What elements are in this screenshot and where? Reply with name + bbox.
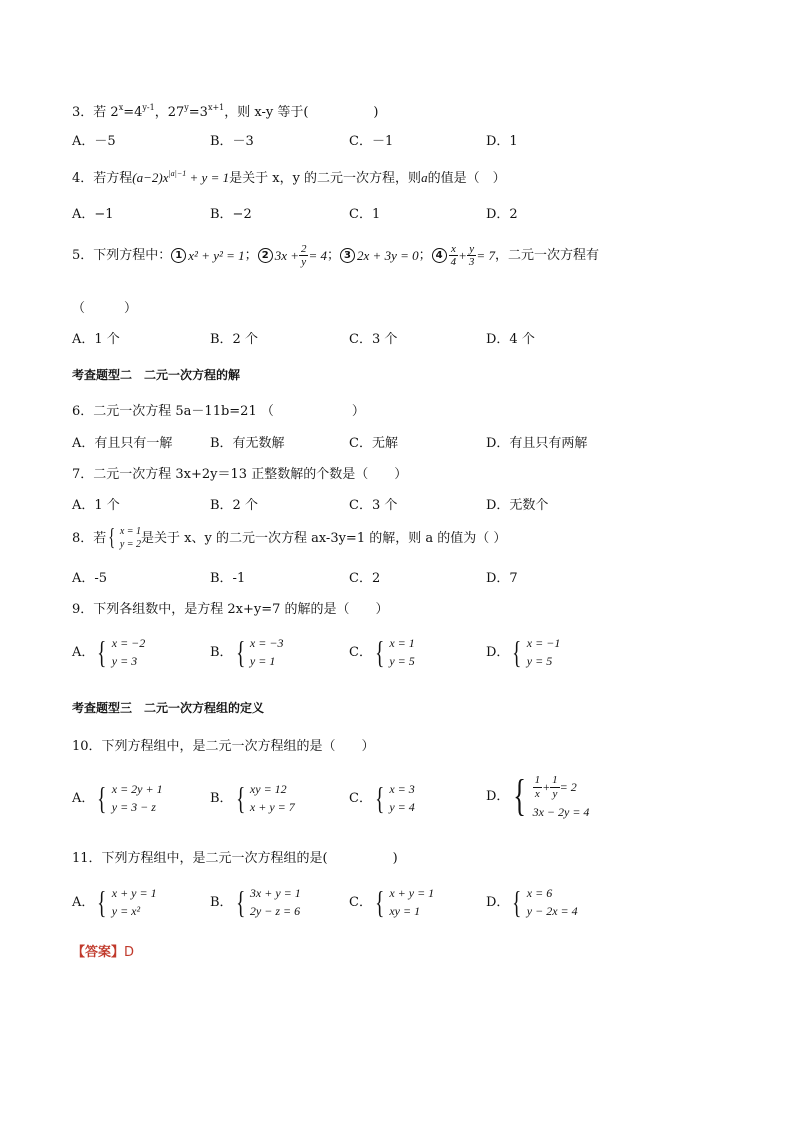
q11-option-c[interactable]: C． { x + y = 1 xy = 1 [349, 884, 435, 920]
q5-answer-paren: （ ） [72, 301, 138, 316]
q3-option-c[interactable]: C．－1 [349, 134, 394, 149]
q11-option-a[interactable]: A． { x + y = 1 y = x² [72, 884, 157, 920]
q4-option-d[interactable]: D．2 [486, 207, 518, 222]
q11-option-b[interactable]: B． { 3x + y = 1 2y − z = 6 [210, 884, 301, 920]
fraction-2-over-y: $\frac{2}{y}$ [300, 243, 307, 269]
q5-option-a[interactable]: A．1 个 [72, 332, 120, 347]
q9-stem: 9．下列各组数中，是方程 2x+y=7 的解的是（ ） [72, 602, 389, 617]
q11-option-d[interactable]: D． { x = 6 y − 2x = 4 [486, 884, 578, 920]
q3-option-d[interactable]: D．1 [486, 134, 518, 149]
fraction-y-over-3: $\frac{y}{3}$ [468, 243, 475, 269]
q10-stem: 10．下列方程组中，是二元一次方程组的是（ ） [72, 739, 375, 754]
q10-option-b[interactable]: B． { xy = 12 x + y = 7 [210, 780, 295, 816]
q9-option-c[interactable]: C． { x = 1 y = 5 [349, 634, 415, 670]
q11-stem: 11．下列方程组中，是二元一次方程组的是( ) [72, 851, 398, 866]
q7-option-b[interactable]: B．2 个 [210, 498, 258, 513]
q5-option-b[interactable]: B．2 个 [210, 332, 258, 347]
q3-option-b[interactable]: B．－3 [210, 134, 254, 149]
q6-stem: 6．二元一次方程 5a－11b=21 （ ） [72, 404, 365, 419]
q7-option-d[interactable]: D．无数个 [486, 498, 549, 513]
q6-option-c[interactable]: C．无解 [349, 436, 398, 451]
section-heading-2: 考查题型二 二元一次方程的解 [72, 368, 241, 382]
q9-option-a[interactable]: A． { x = −2 y = 3 [72, 634, 146, 670]
q5-stem: 5．下列方程中： 1 x² + y² = 1 ； 2 3x + $\frac{2}{y}$ = 4 ； 3 2x + 3y = 0 ； 4 $\frac{x}{4}$ + $\frac{y}{3}$ = 7 ，二元一次方程有 [72, 243, 599, 269]
section-heading-3: 考查题型三 二元一次方程组的定义 [72, 701, 265, 715]
q6-option-b[interactable]: B．有无数解 [210, 436, 285, 451]
answer-value: D [124, 945, 135, 960]
q6-option-a[interactable]: A．有且只有一解 [72, 436, 173, 451]
q4-stem: 4．若方程$(a-2)x^{|a|-1} + y = 1$是关于 x，y 的二元一次方程，则a的值是（ ） [72, 169, 506, 186]
q6-option-d[interactable]: D．有且只有两解 [486, 436, 588, 451]
q3-stem: 3．若 $2^x=4^{y-1}$，$27^y=3^{x+1}$，则 x-y 等于( ) [72, 103, 379, 120]
answer-tag: 【答案】 [72, 945, 125, 960]
q4-option-c[interactable]: C．1 [349, 207, 381, 222]
q7-stem: 7．二元一次方程 3x+2y＝13 正整数解的个数是（ ） [72, 467, 408, 482]
q7-option-a[interactable]: A．1 个 [72, 498, 120, 513]
q8-option-d[interactable]: D．7 [486, 571, 518, 586]
q8-stem: 8．若 { x = 1 y = 2 是关于 x、y 的二元一次方程 ax-3y=1 的解，则 a 的值为（ ） [72, 525, 507, 551]
q10-option-d[interactable]: D． { $\frac{1}{x}$ + $\frac{1}{y}$ = 2 3x − 2y = 4 [486, 771, 590, 820]
q9-option-b[interactable]: B． { x = −3 y = 1 [210, 634, 284, 670]
q8-system: { x = 1 y = 2 [108, 525, 141, 551]
q3-option-a[interactable]: A．－5 [72, 134, 116, 149]
q5-option-c[interactable]: C．3 个 [349, 332, 398, 347]
fraction-x-over-4: $\frac{x}{4}$ [450, 243, 457, 269]
q10-option-c[interactable]: C． { x = 3 y = 4 [349, 780, 415, 816]
q10-option-a[interactable]: A． { x = 2y + 1 y = 3 − z [72, 780, 163, 816]
q8-option-a[interactable]: A．-5 [72, 571, 108, 586]
q8-option-b[interactable]: B．-1 [210, 571, 246, 586]
q8-option-c[interactable]: C．2 [349, 571, 381, 586]
q7-option-c[interactable]: C．3 个 [349, 498, 398, 513]
circled-number-2: 2 [258, 248, 273, 263]
circled-number-4: 4 [432, 248, 447, 263]
q5-option-d[interactable]: D．4 个 [486, 332, 535, 347]
q4-option-a[interactable]: A．−1 [72, 207, 114, 222]
q4-option-b[interactable]: B．−2 [210, 207, 252, 222]
circled-number-3: 3 [340, 248, 355, 263]
answer-line [72, 946, 134, 959]
circled-number-1: 1 [171, 248, 186, 263]
q9-option-d[interactable]: D． { x = −1 y = 5 [486, 634, 561, 670]
